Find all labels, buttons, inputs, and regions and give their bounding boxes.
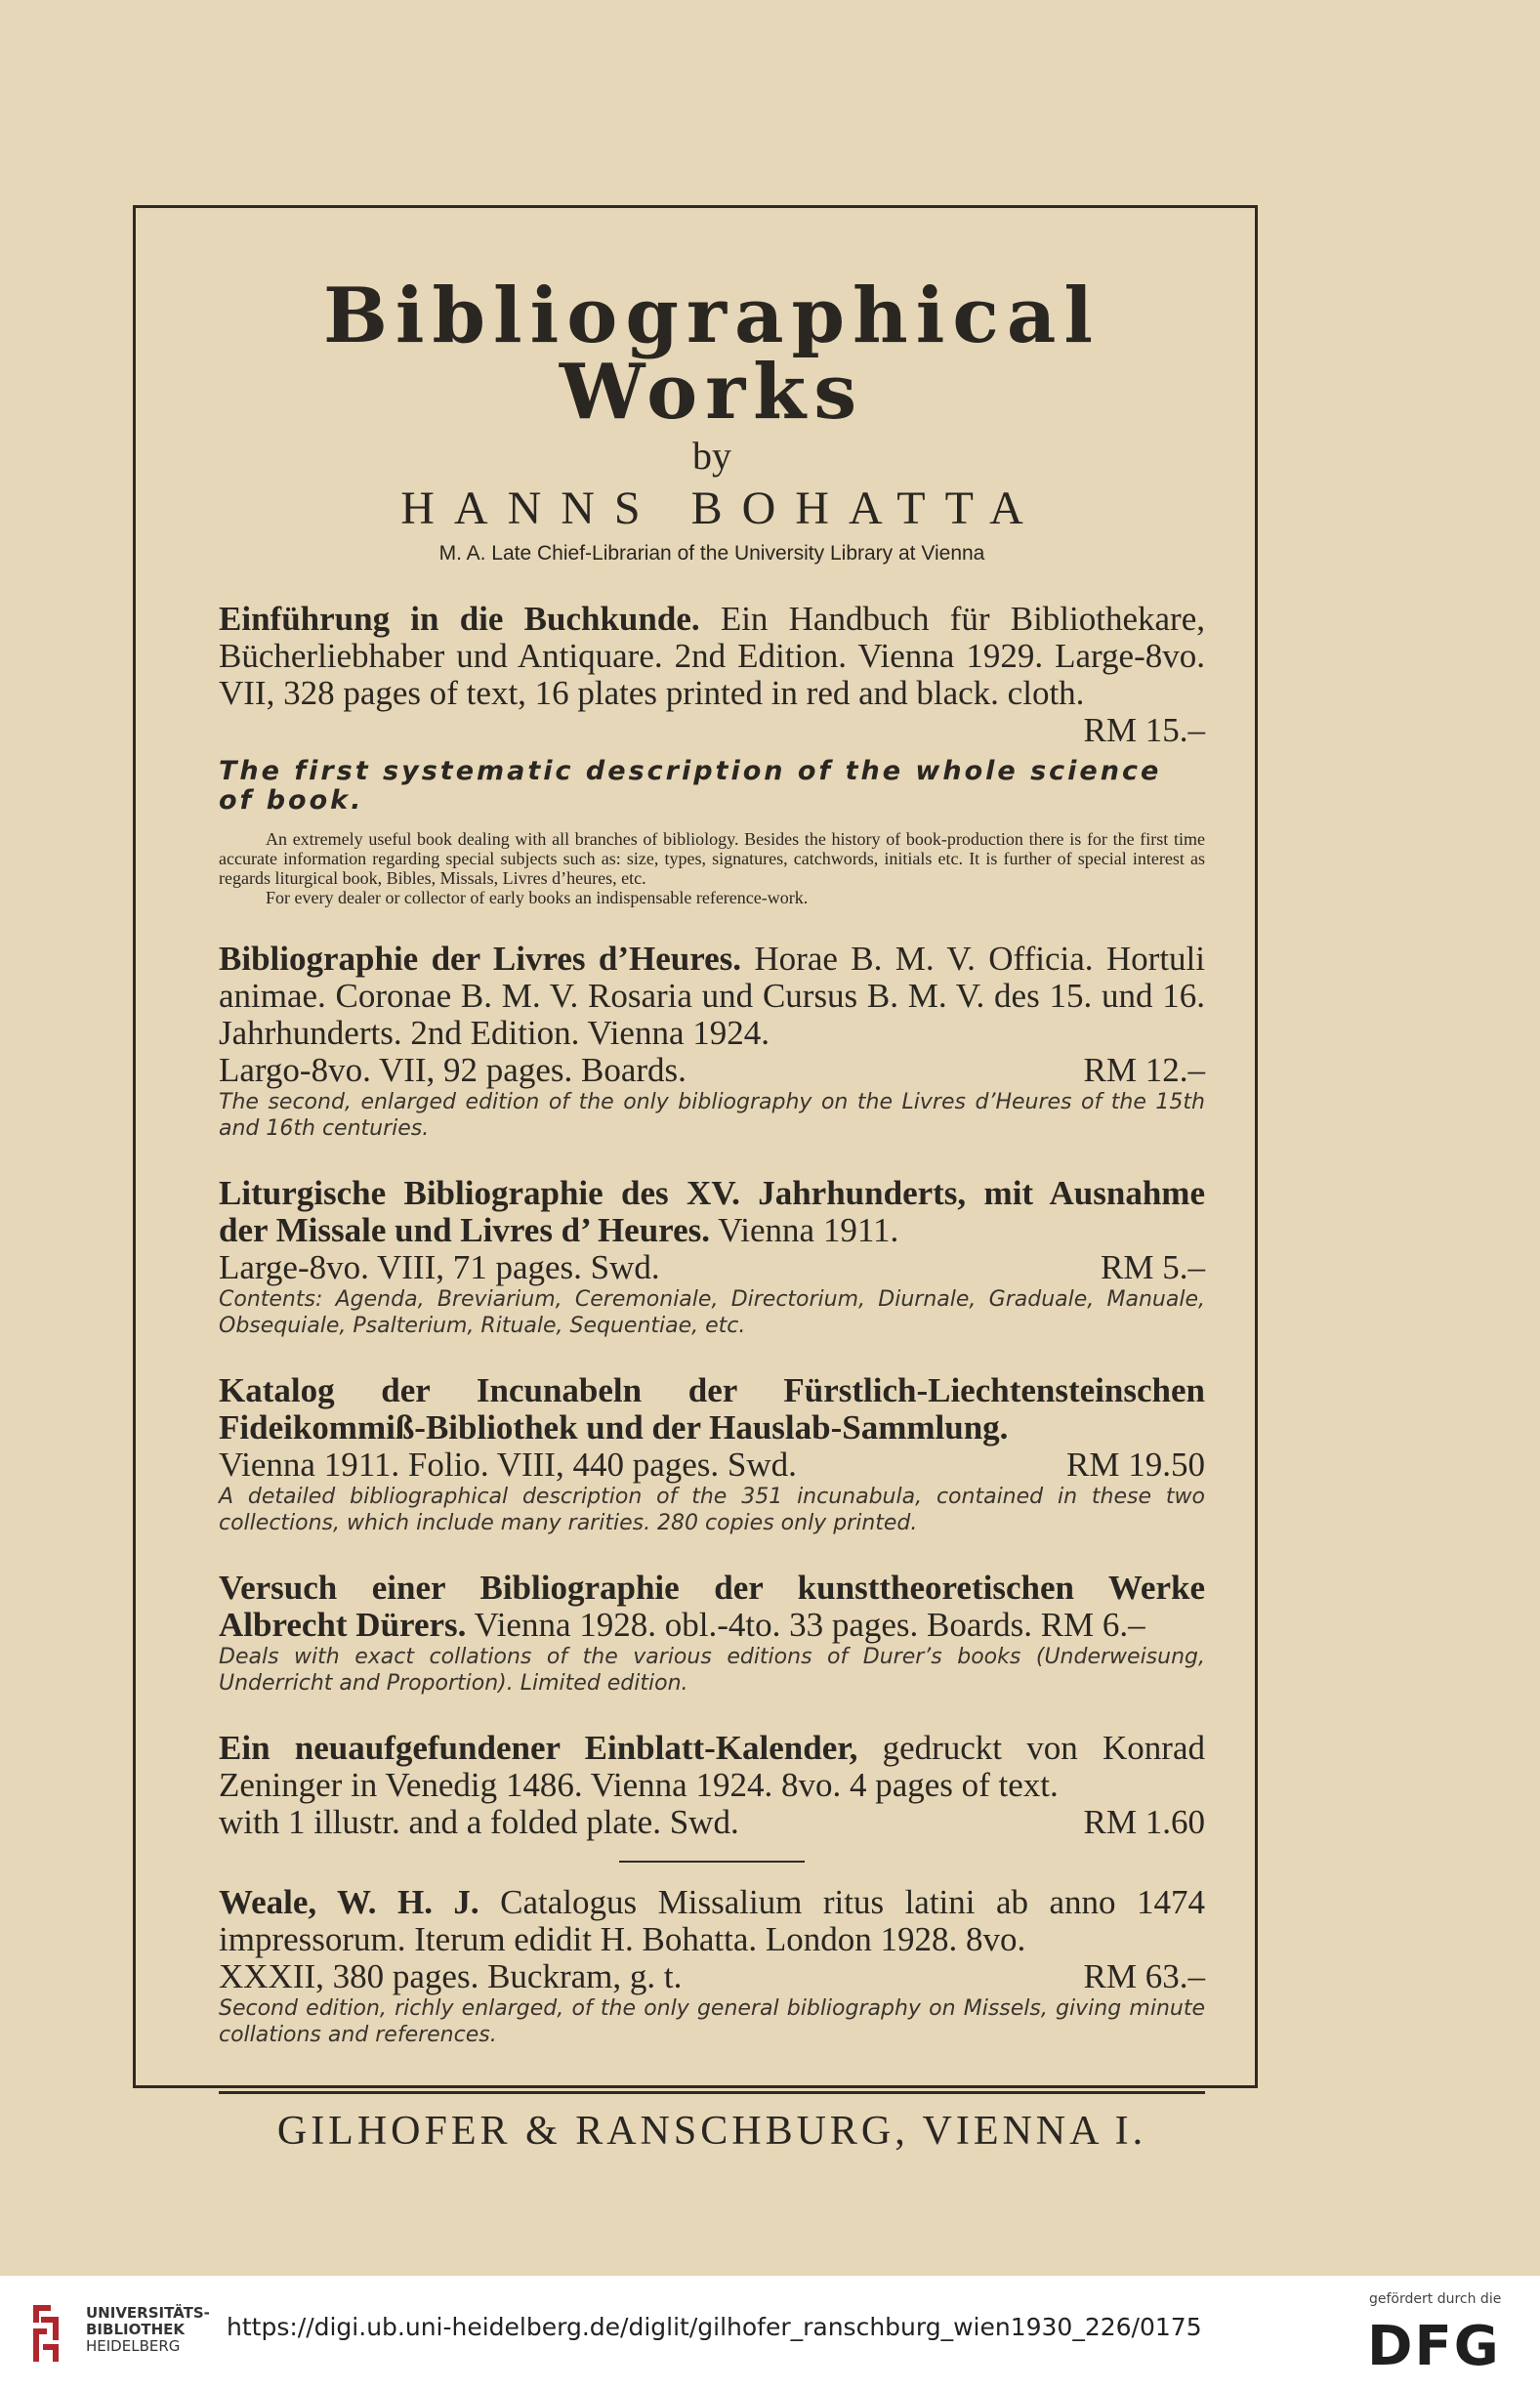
price-line [219, 1958, 1205, 1995]
page-title: Bibliographical Works [322, 272, 1102, 437]
author-name: HANNS BOHATTA [400, 482, 1043, 534]
entry-price: RM 15.– [1083, 711, 1205, 749]
funding-note: gefördert durch die [1369, 2291, 1502, 2307]
price-line [219, 1052, 1205, 1089]
price-line [219, 712, 1205, 749]
entry-text [219, 1175, 1205, 1249]
entry-title: Ein neuaufgefundener Einblatt-Kalender, [219, 1729, 858, 1767]
price-line [219, 1249, 1205, 1286]
book-entry-livres-dheures [219, 941, 1205, 1142]
entry-text [219, 1730, 1205, 1804]
dfg-logo: DFG [1367, 2315, 1501, 2378]
entry-body: Ein Handbuch für Bibliothekare, Bücherliebhaber und Antiquare. 2nd Edition. Vienna 1929. Large-8vo. VII, 328 pages of text, 16 plates printed in red and black. cloth. [219, 600, 1205, 712]
library-name-line: HEIDELBERG [86, 2337, 181, 2355]
entry-price: RM 63.– [1083, 1957, 1205, 1995]
publisher-rule [219, 2091, 1205, 2094]
entry-text [219, 601, 1205, 712]
entry-note: A detailed bibliographical description of the 351 incunabula, contained in these two collections, which include many rarities. 280 copies only printed. [219, 1485, 1205, 1535]
entry-text [219, 1570, 1205, 1644]
viewer-footer [0, 2276, 1540, 2390]
entry-format: Largo-8vo. VII, 92 pages. Boards. [219, 1051, 687, 1089]
entry-text [219, 1884, 1205, 1958]
entry-price: RM 19.50 [1066, 1446, 1205, 1484]
entry-body: gedruckt von Konrad Zeninger in Venedig 1486. Vienna 1924. 8vo. 4 pages of text. [219, 1729, 1205, 1804]
author-subtitle: M. A. Late Chief-Librarian of the University Library at Vienna [438, 542, 985, 565]
entry-note: Contents: Agenda, Breviarium, Ceremoniale, Directorium, Diurnale, Graduale, Manuale, Obsequiale, Psalterium, Rituale, Sequentiae, etc. [219, 1287, 1205, 1338]
entry-body: Catalogus Missalium ritus latini ab anno 1474 impressorum. Iterum edidit H. Bohatta. London 1928. 8vo. [219, 1883, 1205, 1958]
entry-text [219, 1372, 1205, 1447]
library-name-line: BIBLIOTHEK [86, 2321, 185, 2338]
library-name [86, 2305, 210, 2355]
price-line [219, 1447, 1205, 1484]
entry-format: Large-8vo. VIII, 71 pages. Swd. [219, 1248, 660, 1286]
entry-note: Deals with exact collations of the various editions of Durer’s books (Underweisung, Underricht and Proportion). Limited edition. [219, 1645, 1205, 1696]
book-entry-einfuehrung [219, 601, 1205, 907]
entry-format: XXXII, 380 pages. Buckram, g. t. [219, 1957, 683, 1995]
entry-format: with 1 illustr. and a folded plate. Swd. [219, 1803, 739, 1841]
entry-price: RM 1.60 [1083, 1803, 1205, 1841]
desc-paragraph: An extremely useful book dealing with all branches of bibliology. Besides the history of book-production there is for the first time accurate information regarding special subjects such as: size, types, signatures, catchwords, initials etc. It is further of special interest as regards liturgical book, Bibles, Missals, Livres d’heures, etc. [219, 829, 1205, 888]
entry-title: Bibliographie der Livres d’Heures. [219, 940, 742, 978]
entry-highlight: The first systematic description of the whole science of book. [219, 756, 1162, 816]
entry-price: RM 12.– [1083, 1051, 1205, 1089]
entry-format: Vienna 1911. Folio. VIII, 440 pages. Swd. [219, 1446, 797, 1484]
entry-title: Weale, W. H. J. [219, 1883, 479, 1921]
entry-text [219, 941, 1205, 1052]
entry-title: Einführung in die Buchkunde. [219, 600, 700, 638]
entry-note: Second edition, richly enlarged, of the only general bibliography on Missels, giving minute collations and references. [219, 1996, 1205, 2047]
library-name-line: UNIVERSITÄTS- [86, 2304, 210, 2322]
page-content [219, 272, 1205, 2155]
heidelberg-library-logo-icon [29, 2303, 62, 2364]
entry-body: Vienna 1911. [710, 1211, 899, 1249]
book-entry-duerer [219, 1570, 1205, 1697]
by-line: by [692, 434, 731, 478]
book-entry-einblatt-kalender [219, 1730, 1205, 1841]
book-entry-weale-catalogus [219, 1884, 1205, 2048]
book-entry-liturgische [219, 1175, 1205, 1339]
entry-title: Katalog der Incunabeln der Fürstlich-Liechtensteinschen Fideikommiß-Bibliothek und der Hauslab-Sammlung. [219, 1371, 1205, 1447]
entry-price: RM 5.– [1101, 1248, 1205, 1286]
entry-note: The second, enlarged edition of the only bibliography on the Livres d’Heures of the 15th and 16th centuries. [219, 1090, 1205, 1141]
entry-description [219, 829, 1205, 907]
entry-body: Horae B. M. V. Officia. Hortuli animae. Coronae B. M. V. Rosaria und Cursus B. M. V. des 15. und 16. Jahrhunderts. 2nd Edition. Vienna 1924. [219, 940, 1205, 1052]
book-entry-katalog-incunabeln [219, 1372, 1205, 1536]
price-line [219, 1804, 1205, 1841]
permalink-url[interactable]: https://digi.ub.uni-heidelberg.de/diglit/gilhofer_ranschburg_wien1930_226/0175 [227, 2313, 1202, 2341]
entry-body: Vienna 1928. obl.-4to. 33 pages. Boards. RM 6.– [466, 1606, 1145, 1644]
publisher-name: GILHOFER & RANSCHBURG, VIENNA I. [276, 2109, 1147, 2154]
entry-title: Versuch einer Bibliographie der kunsttheoretischen Werke Albrecht Dürers. [219, 1569, 1205, 1644]
desc-paragraph: For every dealer or collector of early books an indispensable reference-work. [266, 888, 809, 907]
entry-title: Liturgische Bibliographie des XV. Jahrhunderts, mit Ausnahme der Missale und Livres d’ Heures. [219, 1174, 1205, 1249]
separator-rule [619, 1861, 805, 1863]
